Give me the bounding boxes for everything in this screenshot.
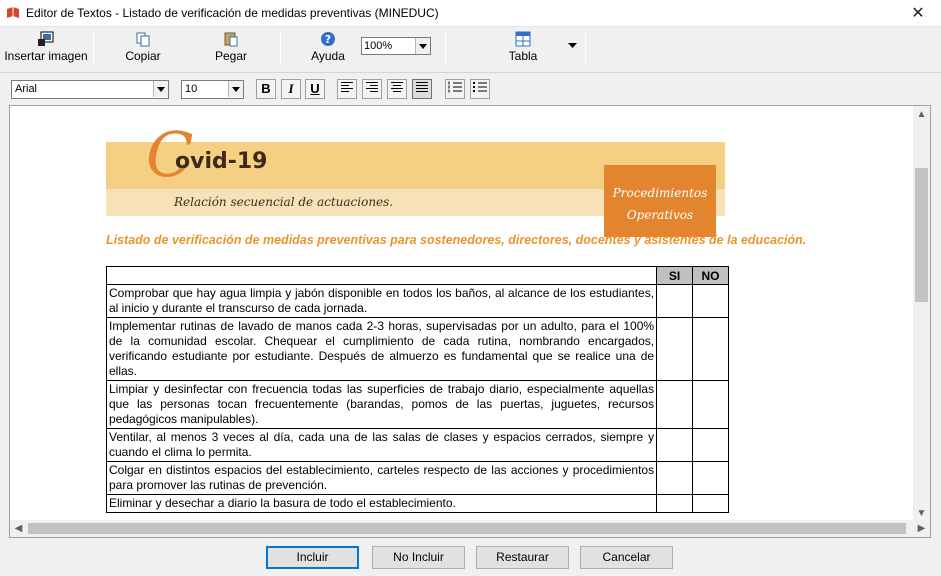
- toolbar-separator: [93, 32, 94, 66]
- align-left-icon: [341, 81, 353, 93]
- yes-cell[interactable]: [657, 285, 693, 318]
- numbered-list-button[interactable]: [445, 79, 465, 99]
- table-dropdown-icon[interactable]: [568, 43, 577, 49]
- table-label: Tabla: [508, 49, 538, 63]
- checklist-item[interactable]: Limpiar y desinfectar con frecuencia todas las superficies de trabajo diario, especialmente aquellas que las personas tocan frecuentemente (barandas, pomos de las puertas, juguetes, recursos pedagógicos manipulables).: [107, 381, 657, 429]
- numbered-list-icon: [448, 81, 462, 93]
- insert-image-label: Insertar imagen: [4, 49, 88, 63]
- table-row[interactable]: [107, 495, 729, 513]
- font-value: Arial: [15, 83, 38, 95]
- align-center-button[interactable]: [387, 79, 407, 99]
- header-yes: SI: [657, 267, 693, 285]
- procedures-badge: [604, 165, 716, 237]
- no-cell[interactable]: [693, 462, 729, 495]
- dialog-buttons: [0, 540, 941, 576]
- banner-initial: C: [146, 118, 194, 191]
- toolbar-divider: [0, 72, 941, 73]
- paste-button[interactable]: [200, 30, 262, 68]
- zoom-select[interactable]: [361, 37, 431, 55]
- checklist-item[interactable]: Comprobar que hay agua limpia y jabón disponible en todos los baños, al alcance de los estudiantes, al inicio y durante el transcurso de cada jornada.: [107, 285, 657, 318]
- title-bar: [0, 0, 941, 27]
- chevron-down-icon[interactable]: [153, 81, 168, 97]
- covid-banner: [106, 118, 725, 222]
- svg-text:?: ?: [324, 33, 332, 46]
- checklist-item[interactable]: Implementar rutinas de lavado de manos cada 2-3 horas, supervisadas por un adulto, para el 100% de la comunidad escolar. Chequear el cumplimiento de cada rutina, nombrando encargados, verificando estudiante por estudiante. Después de almuerzo es fundamental que se realice una de ellas.: [107, 318, 657, 381]
- checklist-item[interactable]: Eliminar y desechar a diario la basura de todo el establecimiento.: [107, 495, 657, 513]
- align-center-icon: [391, 81, 403, 93]
- no-cell[interactable]: [693, 285, 729, 318]
- restore-button[interactable]: Restaurar: [476, 546, 569, 569]
- copy-label: Copiar: [125, 49, 161, 63]
- font-select[interactable]: [11, 80, 169, 99]
- include-button[interactable]: Incluir: [266, 546, 359, 569]
- table-icon: [515, 31, 531, 47]
- toolbar-separator: [445, 32, 446, 66]
- vertical-scrollbar[interactable]: [913, 106, 930, 522]
- scroll-left-icon[interactable]: ◀: [14, 523, 23, 534]
- chevron-down-icon[interactable]: [228, 81, 243, 97]
- font-size-select[interactable]: [181, 80, 244, 99]
- chevron-down-icon[interactable]: [415, 38, 430, 54]
- scroll-right-icon[interactable]: ▶: [917, 523, 926, 534]
- toolbar-separator: [585, 32, 586, 66]
- help-label: Ayuda: [311, 49, 345, 63]
- underline-button[interactable]: U: [305, 79, 325, 99]
- copy-icon: [135, 31, 151, 47]
- align-right-button[interactable]: [362, 79, 382, 99]
- yes-cell[interactable]: [657, 381, 693, 429]
- horizontal-scrollbar[interactable]: [10, 520, 930, 537]
- table-row[interactable]: [107, 462, 729, 495]
- table-row[interactable]: [107, 318, 729, 381]
- header-blank-cell: [107, 267, 657, 285]
- vertical-scroll-thumb[interactable]: [915, 168, 928, 302]
- document-heading: Listado de verificación de medidas preventivas para sostenedores, directores, docentes y asistentes de la educación.: [106, 233, 807, 247]
- no-cell[interactable]: [693, 381, 729, 429]
- no-cell[interactable]: [693, 318, 729, 381]
- no-cell[interactable]: [693, 429, 729, 462]
- help-icon: [320, 31, 336, 47]
- not-include-button[interactable]: No Incluir: [372, 546, 465, 569]
- scroll-down-icon[interactable]: ▼: [916, 508, 927, 519]
- horizontal-scroll-thumb[interactable]: [28, 523, 906, 534]
- close-button[interactable]: ✕: [911, 5, 925, 22]
- toolbar: [0, 28, 941, 70]
- format-bar: [0, 75, 941, 103]
- align-justify-icon: [416, 81, 428, 93]
- align-justify-button[interactable]: [412, 79, 432, 99]
- checklist-item[interactable]: Ventilar, al menos 3 veces al día, cada una de las salas de clases y espacios cerrados, siempre y cuando el clima lo permita.: [107, 429, 657, 462]
- italic-button[interactable]: I: [281, 79, 301, 99]
- toolbar-separator: [280, 32, 281, 66]
- checklist-item[interactable]: Colgar en distintos espacios del establecimiento, carteles respecto de las acciones y procedimientos para promover las rutinas de prevención.: [107, 462, 657, 495]
- table-row[interactable]: [107, 429, 729, 462]
- table-button[interactable]: [495, 30, 551, 68]
- no-cell[interactable]: [693, 495, 729, 513]
- table-row[interactable]: [107, 381, 729, 429]
- table-row[interactable]: [107, 285, 729, 318]
- paste-icon: [223, 31, 239, 47]
- header-no: NO: [693, 267, 729, 285]
- bold-button[interactable]: B: [256, 79, 276, 99]
- badge-line2: Operativos: [626, 208, 694, 222]
- zoom-value: 100%: [364, 40, 393, 52]
- table-header-row: [107, 267, 729, 285]
- paste-label: Pegar: [214, 49, 248, 63]
- yes-cell[interactable]: [657, 429, 693, 462]
- font-size-value: 10: [185, 83, 198, 95]
- banner-title: ovid-19: [175, 149, 268, 174]
- banner-subtitle: Relación secuencial de actuaciones.: [174, 195, 394, 209]
- editor-canvas[interactable]: [9, 105, 931, 538]
- help-button[interactable]: [300, 30, 356, 68]
- yes-cell[interactable]: [657, 462, 693, 495]
- badge-line1: Procedimientos: [612, 186, 708, 200]
- window-title: Editor de Textos - Listado de verificación de medidas preventivas (MINEDUC): [26, 6, 439, 20]
- checklist-table[interactable]: [106, 266, 729, 513]
- bullet-list-icon: [473, 81, 487, 93]
- insert-image-button[interactable]: [2, 30, 90, 68]
- insert-image-icon: [37, 31, 55, 47]
- yes-cell[interactable]: [657, 318, 693, 381]
- cancel-button[interactable]: Cancelar: [580, 546, 673, 569]
- yes-cell[interactable]: [657, 495, 693, 513]
- align-left-button[interactable]: [337, 79, 357, 99]
- scroll-up-icon[interactable]: ▲: [916, 109, 927, 120]
- app-book-icon: [6, 6, 20, 20]
- align-right-icon: [366, 81, 378, 93]
- copy-button[interactable]: [113, 30, 173, 68]
- bullet-list-button[interactable]: [470, 79, 490, 99]
